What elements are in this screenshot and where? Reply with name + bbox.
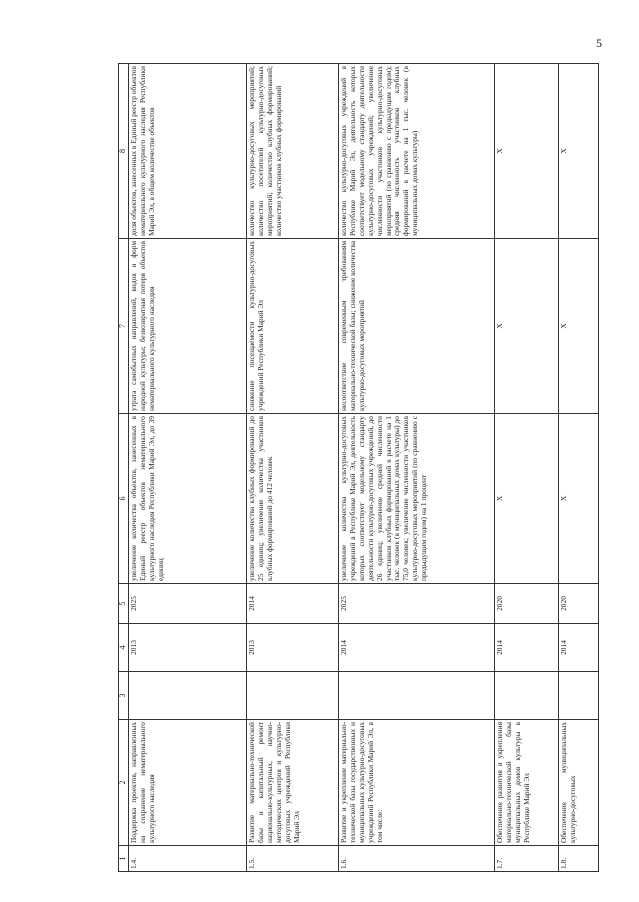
program-table-wrapper <box>118 64 638 872</box>
activity-name: Поддержка проектов, направленных на сохранение нематериального культурного наследия <box>129 720 247 846</box>
program-table <box>118 63 599 872</box>
activity-name: Развитие и укрепление материально-технической базы государственных и муниципальных культурно-досуговых учреждений Республики Марий Эл, в том числе: <box>339 720 495 846</box>
start-year: 2014 <box>339 624 495 672</box>
expected-result: увеличение количества объектов, занесенных в Единый реестр объектов нематериального культурного наследия Республики Марий Эл, до 39 единиц <box>129 414 247 584</box>
consequences: снижение посещаемости культурно-досуговых учреждений Республики Марий Эл <box>247 239 339 414</box>
start-year: 2013 <box>129 624 247 672</box>
consequences: X <box>495 239 559 414</box>
page-number: 5 <box>596 36 602 50</box>
start-year: 2014 <box>559 624 599 672</box>
executor-cell <box>559 672 599 720</box>
indicators: X <box>495 64 559 239</box>
executor-cell <box>495 672 559 720</box>
executor-cell <box>129 672 247 720</box>
activity-name: Обеспечение развития и укрепления материально-технической базы муниципальных домов культуры в Республике Марий Эл <box>495 720 559 846</box>
executor-cell <box>339 672 495 720</box>
indicators: количество культурно-досуговых мероприятий; количество посетителей культурно-досуговых мероприятий; количество клубных формирований; количество участников клубных формирований <box>247 64 339 239</box>
header-cell: 2 <box>119 720 129 846</box>
expected-result: увеличение количества клубных формирований до 25 единиц; увеличение количества участников клубных формирований до 412 человек <box>247 414 339 584</box>
start-year: 2013 <box>247 624 339 672</box>
activity-name: Развитие материально-технической базы и капитальный ремонт национально-культурных, научно-методических центров и культурно-досуговых учреждений Республики Марий Эл <box>247 720 339 846</box>
expected-result: X <box>495 414 559 584</box>
end-year: 2020 <box>495 584 559 624</box>
header-cell: 8 <box>119 64 129 239</box>
table-row <box>129 64 247 872</box>
expected-result: X <box>559 414 599 584</box>
expected-result: увеличение количества культурно-досуговых учреждений в Республике Марий Эл, деятельность которых соответствует модельному стандарту деятельности культурно-досуговых учреждений, до 26 единиц; увеличение средней численности участников клубных формирований в расчете на 1 тыс. человек (в муниципальных домах культуры) до 75,0 человек; увеличение численности участников культурно-досуговых мероприятий (по сравнению с предыдущим годом) на 1 процент <box>339 414 495 584</box>
indicators: количество культурно-досуговых учреждений в Республике Марий Эл, деятельность которых соответствует модельному стандарту деятельности культурно-досуговых учреждений; увеличение численности участников культурно-досуговых мероприятий (по сравнению с предыдущим годом); средняя численность участников клубных формирований в расчете на 1 тыс. человек (в муниципальных домах культуры) <box>339 64 495 239</box>
table-row <box>247 64 339 872</box>
table-row <box>495 64 559 872</box>
consequences: утрата самобытных направлений, видов и форм народной культуры; безвозвратная потеря объектов нематериального культурного наследия <box>129 239 247 414</box>
indicators: доля объектов, занесенных в Единый реестр объектов нематериального культурного наследия Республики Марий Эл, в общем количестве объектов <box>129 64 247 239</box>
start-year: 2014 <box>495 624 559 672</box>
row-number: 1.4. <box>129 846 247 872</box>
header-cell: 1 <box>119 846 129 872</box>
activity-name: Обеспечение муниципальных культурно-досуговых <box>559 720 599 846</box>
row-number: 1.6. <box>339 846 495 872</box>
end-year: 2025 <box>129 584 247 624</box>
header-cell: 7 <box>119 239 129 414</box>
row-number: 1.7. <box>495 846 559 872</box>
row-number: 1.5. <box>247 846 339 872</box>
consequences: X <box>559 239 599 414</box>
table-row <box>559 64 599 872</box>
end-year: 2014 <box>247 584 339 624</box>
end-year: 2025 <box>339 584 495 624</box>
executor-cell <box>247 672 339 720</box>
header-cell: 5 <box>119 584 129 624</box>
header-cell: 4 <box>119 624 129 672</box>
end-year: 2020 <box>559 584 599 624</box>
consequences: несоответствие современным требованиям материально-технической базы; снижение количества культурно-досуговых мероприятий <box>339 239 495 414</box>
row-number: 1.8. <box>559 846 599 872</box>
header-cell: 6 <box>119 414 129 584</box>
indicators: X <box>559 64 599 239</box>
header-cell: 3 <box>119 672 129 720</box>
table-row <box>339 64 495 872</box>
column-number-row <box>119 64 129 872</box>
